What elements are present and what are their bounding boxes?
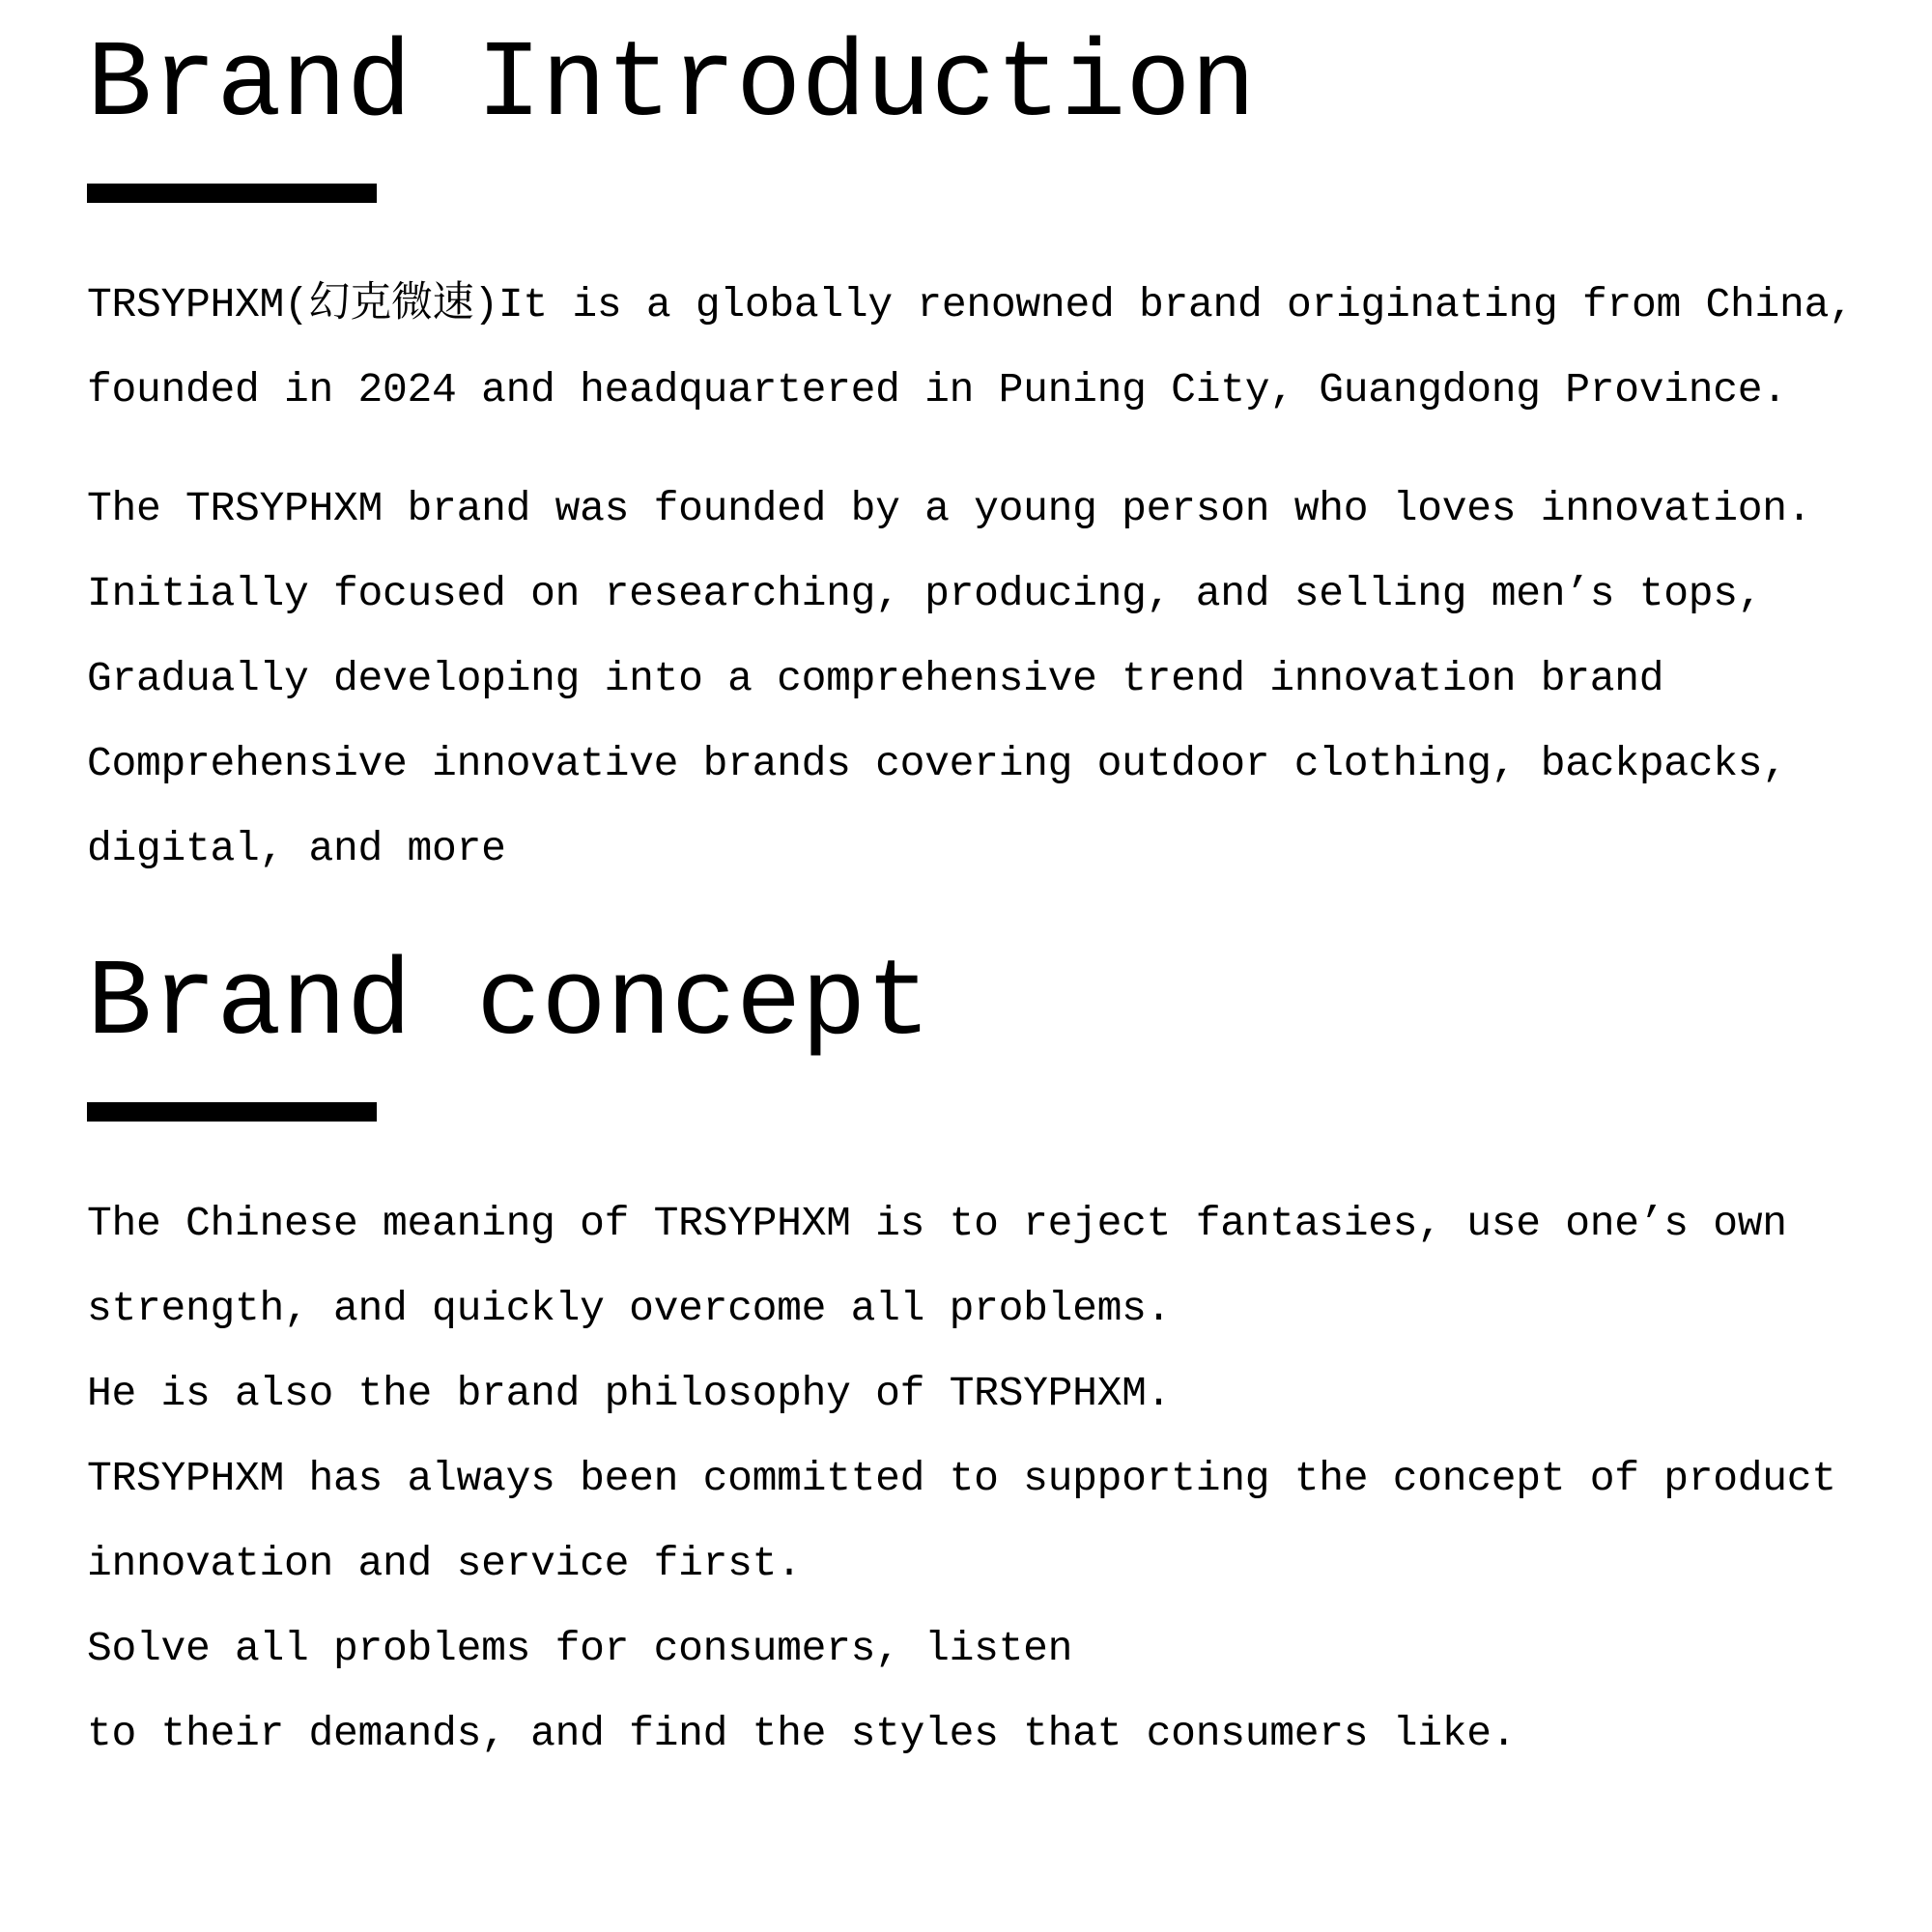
paragraph-line: Solve all problems for consumers, listen bbox=[87, 1625, 1073, 1672]
paragraph-line: strength, and quickly overcome all problems. bbox=[87, 1285, 1172, 1332]
paragraph-line: He is also the brand philosophy of TRSYPHXM. bbox=[87, 1370, 1172, 1417]
paragraph-line: founded in 2024 and headquartered in Puning City, Guangdong Province. bbox=[87, 366, 1787, 413]
concept-paragraph-1 bbox=[87, 1181, 1926, 1776]
paragraph-line: The TRSYPHXM brand was founded by a young person who loves innovation. bbox=[87, 485, 1812, 532]
paragraph-line: TRSYPHXM has always been committed to supporting the concept of product bbox=[87, 1455, 1836, 1502]
heading-underline-bar bbox=[87, 1102, 377, 1122]
intro-paragraph-1 bbox=[87, 263, 1926, 433]
paragraph-line: to their demands, and find the styles that consumers like. bbox=[87, 1710, 1517, 1757]
section-brand-introduction bbox=[87, 19, 1926, 892]
paragraph-line: The Chinese meaning of TRSYPHXM is to reject fantasies, use one’s own bbox=[87, 1200, 1787, 1247]
paragraph-line: Comprehensive innovative brands covering outdoor clothing, backpacks, bbox=[87, 740, 1787, 787]
brand-concept-heading: Brand concept bbox=[87, 943, 931, 1065]
paragraph-line: Initially focused on researching, producing, and selling men’s tops, bbox=[87, 570, 1763, 617]
paragraph-line: digital, and more bbox=[87, 825, 506, 872]
intro-paragraph-2 bbox=[87, 467, 1926, 892]
section-brand-concept bbox=[87, 938, 1926, 1776]
paragraph-line: Gradually developing into a comprehensive trend innovation brand bbox=[87, 655, 1664, 702]
heading-underline-bar bbox=[87, 184, 377, 203]
brand-introduction-heading: Brand Introduction bbox=[87, 24, 1256, 147]
paragraph-line: innovation and service first. bbox=[87, 1540, 802, 1587]
paragraph-line: TRSYPHXM(幻克微速)It is a globally renowned brand originating from China, bbox=[87, 281, 1854, 328]
